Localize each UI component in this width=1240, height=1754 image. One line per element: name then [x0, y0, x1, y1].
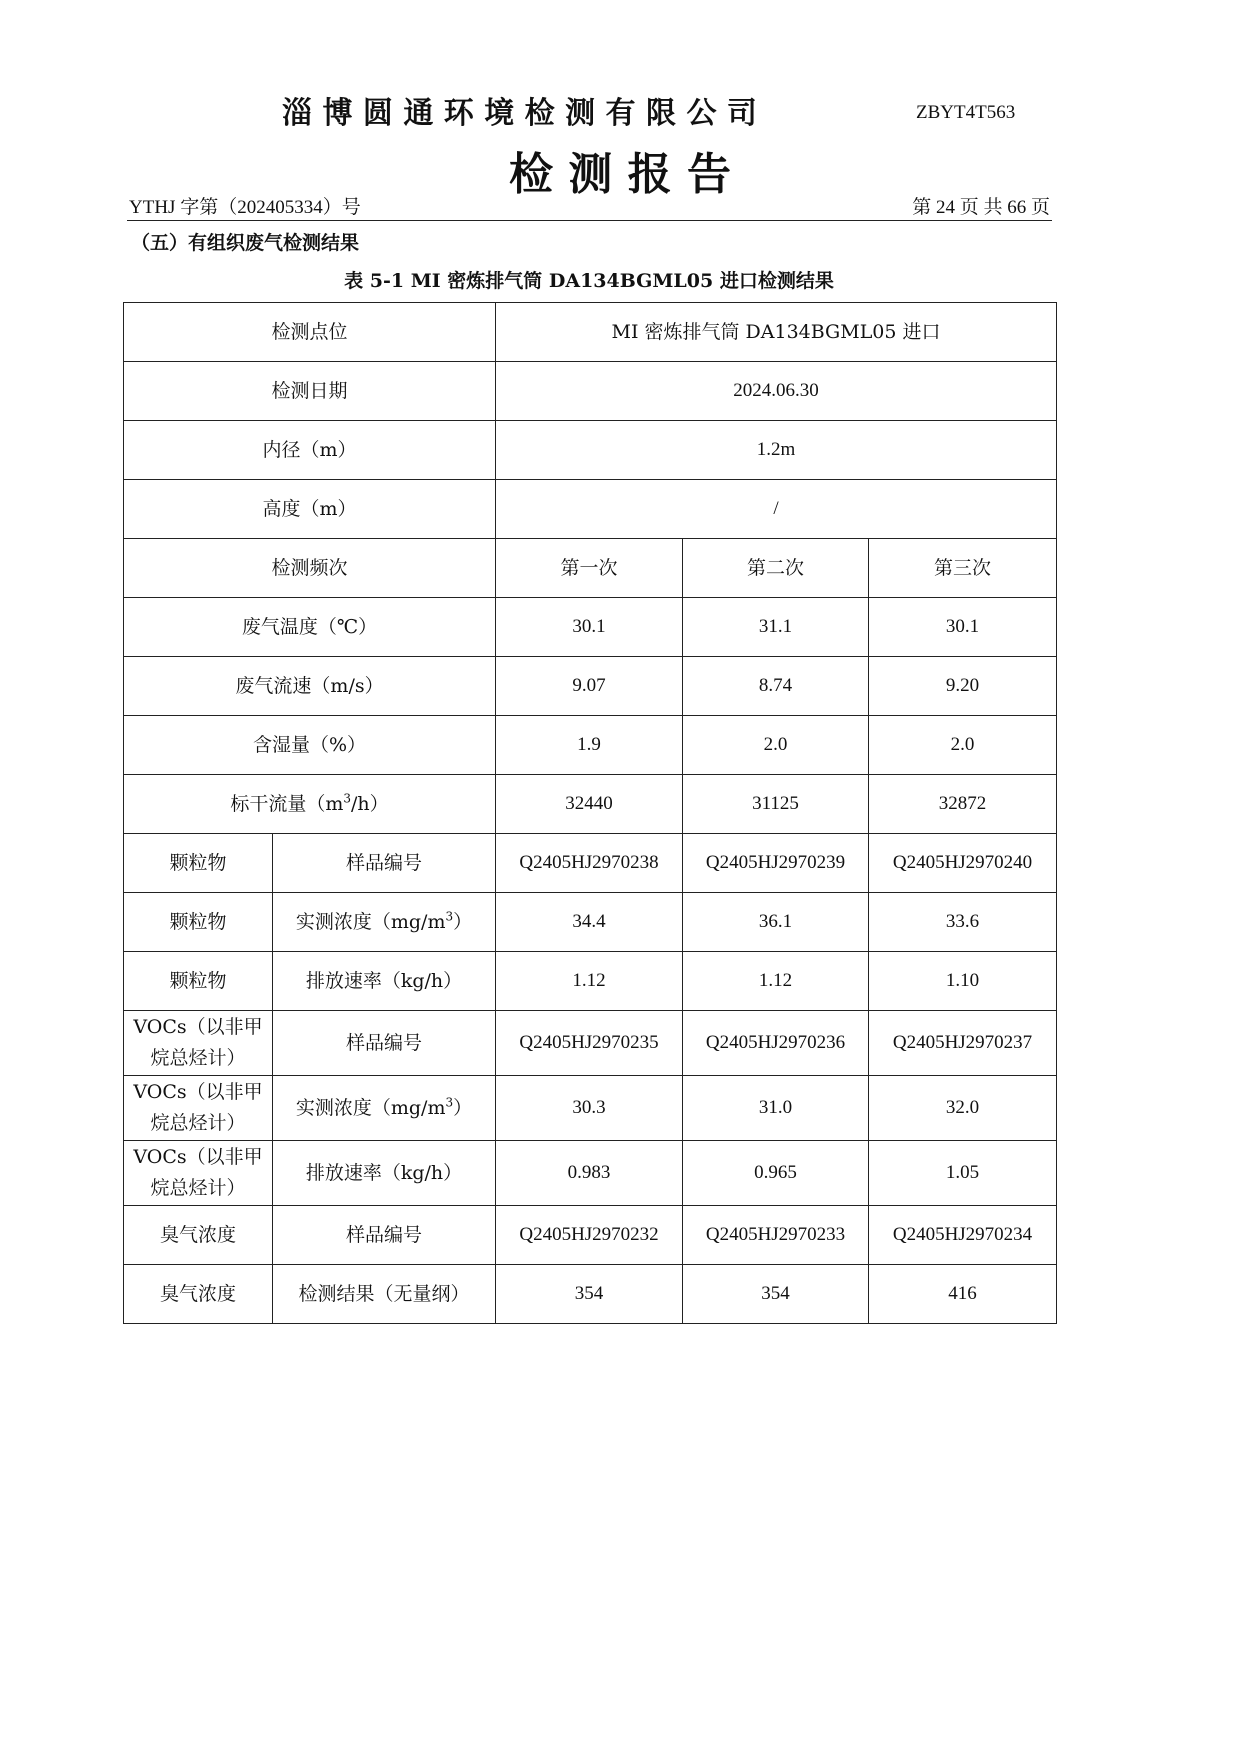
item-name: [273, 893, 496, 952]
row-value: MI 密炼排气筒 DA134BGML05 进口: [496, 303, 1057, 362]
table-row: [124, 598, 1057, 657]
cell-value: 1.9: [496, 716, 683, 775]
table-row: [124, 1141, 1057, 1206]
cell-value: 32872: [869, 775, 1057, 834]
row-label: 检测频次: [124, 539, 496, 598]
sample-id: Q2405HJ2970239: [683, 834, 869, 893]
table-row: [124, 1265, 1057, 1324]
cell-value: 8.74: [683, 657, 869, 716]
cell-value: 0.983: [496, 1141, 683, 1206]
row-label: 含湿量（%）: [124, 716, 496, 775]
table-row: [124, 716, 1057, 775]
cell-value: 1.12: [496, 952, 683, 1011]
cell-value: 416: [869, 1265, 1057, 1324]
row-label: 检测点位: [124, 303, 496, 362]
sample-id: Q2405HJ2970232: [496, 1206, 683, 1265]
pollutant-name: 颗粒物: [124, 893, 273, 952]
cell-value: 30.1: [869, 598, 1057, 657]
table-row: [124, 1206, 1057, 1265]
results-table: [123, 302, 1057, 1324]
cell-value: 31.0: [683, 1076, 869, 1141]
pollutant-name: 臭气浓度: [124, 1206, 273, 1265]
cell-value: 9.07: [496, 657, 683, 716]
cell-value: 0.965: [683, 1141, 869, 1206]
sample-id: Q2405HJ2970238: [496, 834, 683, 893]
cell-value: 31125: [683, 775, 869, 834]
cell-value: 354: [496, 1265, 683, 1324]
sample-id: Q2405HJ2970234: [869, 1206, 1057, 1265]
cell-value: 32.0: [869, 1076, 1057, 1141]
table-caption: 表 5-1 MI 密炼排气筒 DA134BGML05 进口检测结果: [344, 270, 834, 292]
table-row: [124, 775, 1057, 834]
run-header: 第二次: [683, 539, 869, 598]
table-row: [124, 1076, 1057, 1141]
row-value: /: [496, 480, 1057, 539]
cell-value: 33.6: [869, 893, 1057, 952]
cell-value: 1.05: [869, 1141, 1057, 1206]
superscript: 3: [343, 791, 352, 806]
label-text: 标干流量（m: [230, 793, 344, 815]
sample-id: Q2405HJ2970240: [869, 834, 1057, 893]
label-text: ）: [453, 911, 473, 933]
sample-id: Q2405HJ2970233: [683, 1206, 869, 1265]
cell-value: 1.12: [683, 952, 869, 1011]
results-table-container: [123, 302, 1057, 1324]
table-row: [124, 303, 1057, 362]
pollutant-name: VOCs（以非甲烷总烃计）: [124, 1141, 273, 1206]
table-row: [124, 421, 1057, 480]
row-label: 检测日期: [124, 362, 496, 421]
table-row: [124, 539, 1057, 598]
item-name: 排放速率（kg/h）: [273, 952, 496, 1011]
row-label: 高度（m）: [124, 480, 496, 539]
section-heading: （五）有组织废气检测结果: [131, 232, 360, 254]
pollutant-name: VOCs（以非甲烷总烃计）: [124, 1076, 273, 1141]
sample-id: Q2405HJ2970237: [869, 1011, 1057, 1076]
row-label: 废气温度（℃）: [124, 598, 496, 657]
label-text: 实测浓度（mg/m: [295, 911, 446, 933]
cell-value: 31.1: [683, 598, 869, 657]
superscript: 3: [445, 909, 454, 924]
table-row: [124, 480, 1057, 539]
pollutant-name: 颗粒物: [124, 834, 273, 893]
label-text: /h）: [351, 793, 389, 815]
cell-value: 1.10: [869, 952, 1057, 1011]
sample-id: Q2405HJ2970235: [496, 1011, 683, 1076]
company-code: ZBYT4T563: [916, 102, 1016, 123]
row-value: 1.2m: [496, 421, 1057, 480]
item-name: [273, 1076, 496, 1141]
report-meta-line: [127, 192, 1052, 221]
sample-id: Q2405HJ2970236: [683, 1011, 869, 1076]
pollutant-name: VOCs（以非甲烷总烃计）: [124, 1011, 273, 1076]
report-number: YTHJ 字第（202405334）号: [129, 197, 361, 218]
table-row: [124, 952, 1057, 1011]
item-name: 样品编号: [273, 1011, 496, 1076]
cell-value: 30.1: [496, 598, 683, 657]
label-text: ）: [453, 1097, 473, 1119]
report-title: 检 测 报 告: [509, 149, 731, 200]
cell-value: 9.20: [869, 657, 1057, 716]
run-header: 第三次: [869, 539, 1057, 598]
cell-value: 2.0: [869, 716, 1057, 775]
row-label: 废气流速（m/s）: [124, 657, 496, 716]
company-name: 淄 博 圆 通 环 境 检 测 有 限 公 司: [282, 96, 757, 131]
page-info: 第 24 页 共 66 页: [912, 197, 1050, 218]
pollutant-name: 颗粒物: [124, 952, 273, 1011]
superscript: 3: [445, 1095, 454, 1110]
row-label: [124, 775, 496, 834]
run-header: 第一次: [496, 539, 683, 598]
table-row: [124, 362, 1057, 421]
cell-value: 36.1: [683, 893, 869, 952]
table-row: [124, 893, 1057, 952]
label-text: 实测浓度（mg/m: [295, 1097, 446, 1119]
item-name: 排放速率（kg/h）: [273, 1141, 496, 1206]
pollutant-name: 臭气浓度: [124, 1265, 273, 1324]
item-name: 检测结果（无量纲）: [273, 1265, 496, 1324]
letterhead: [0, 88, 1240, 131]
cell-value: 34.4: [496, 893, 683, 952]
table-row: [124, 1011, 1057, 1076]
row-label: 内径（m）: [124, 421, 496, 480]
item-name: 样品编号: [273, 1206, 496, 1265]
cell-value: 32440: [496, 775, 683, 834]
item-name: 样品编号: [273, 834, 496, 893]
table-row: [124, 657, 1057, 716]
cell-value: 2.0: [683, 716, 869, 775]
cell-value: 354: [683, 1265, 869, 1324]
row-value: 2024.06.30: [496, 362, 1057, 421]
table-row: [124, 834, 1057, 893]
cell-value: 30.3: [496, 1076, 683, 1141]
